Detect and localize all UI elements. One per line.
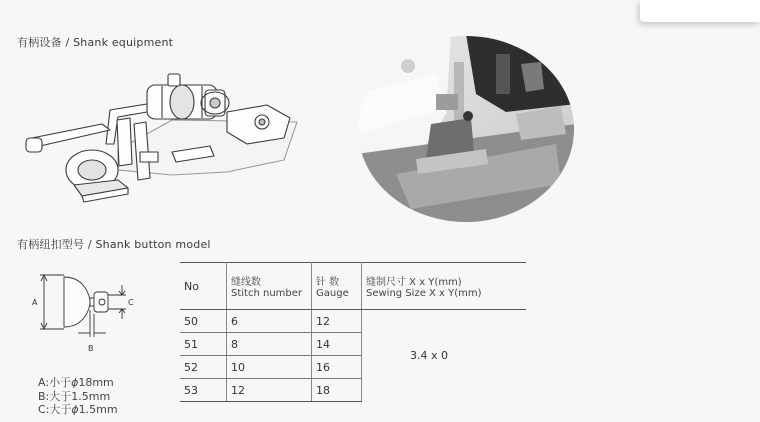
- header-stitch-number: 缝线数 Stitch number: [227, 263, 312, 310]
- legend-item-b: B:大于1.5mm: [38, 389, 111, 403]
- shank-button-spec-table: [180, 262, 526, 402]
- cell-no: 51: [180, 333, 227, 356]
- cell-gauge: 14: [312, 333, 362, 356]
- cell-stitch: 6: [227, 310, 312, 333]
- cell-gauge: 16: [312, 356, 362, 379]
- legend-item-c: C:大于ϕ1.5mm: [38, 403, 118, 416]
- cell-stitch: 10: [227, 356, 312, 379]
- legend-item-a: A:小于ϕ18mm: [38, 376, 114, 389]
- cell-no: 53: [180, 379, 227, 402]
- dimension-label-a: A: [32, 298, 38, 307]
- dimension-label-c: C: [128, 298, 134, 307]
- shank-equipment-heading: 有柄设备 / Shank equipment: [17, 36, 174, 49]
- cell-stitch: 12: [227, 379, 312, 402]
- dimension-label-b: B: [88, 344, 94, 353]
- dimension-legend: [38, 376, 118, 417]
- cell-no: 52: [180, 356, 227, 379]
- table-row: [180, 310, 526, 333]
- header-gauge: 针 数 Gauge: [312, 263, 362, 310]
- table-header-row: [180, 263, 526, 310]
- cell-gauge: 18: [312, 379, 362, 402]
- shank-button-model-heading: 有柄纽扣型号 / Shank button model: [17, 238, 211, 251]
- cell-sewing-size: 3.4 x 0: [410, 349, 448, 363]
- shank-button-dimension-diagram: [22, 265, 152, 370]
- header-sewing-size: 缝制尺寸 X x Y(mm) Sewing Size X x Y(mm): [362, 263, 527, 310]
- shank-equipment-illustration: [22, 60, 300, 210]
- page-corner-fold: [640, 0, 760, 22]
- machine-closeup-photo: [356, 34, 576, 224]
- header-no: No: [180, 263, 227, 310]
- cell-stitch: 8: [227, 333, 312, 356]
- cell-no: 50: [180, 310, 227, 333]
- cell-gauge: 12: [312, 310, 362, 333]
